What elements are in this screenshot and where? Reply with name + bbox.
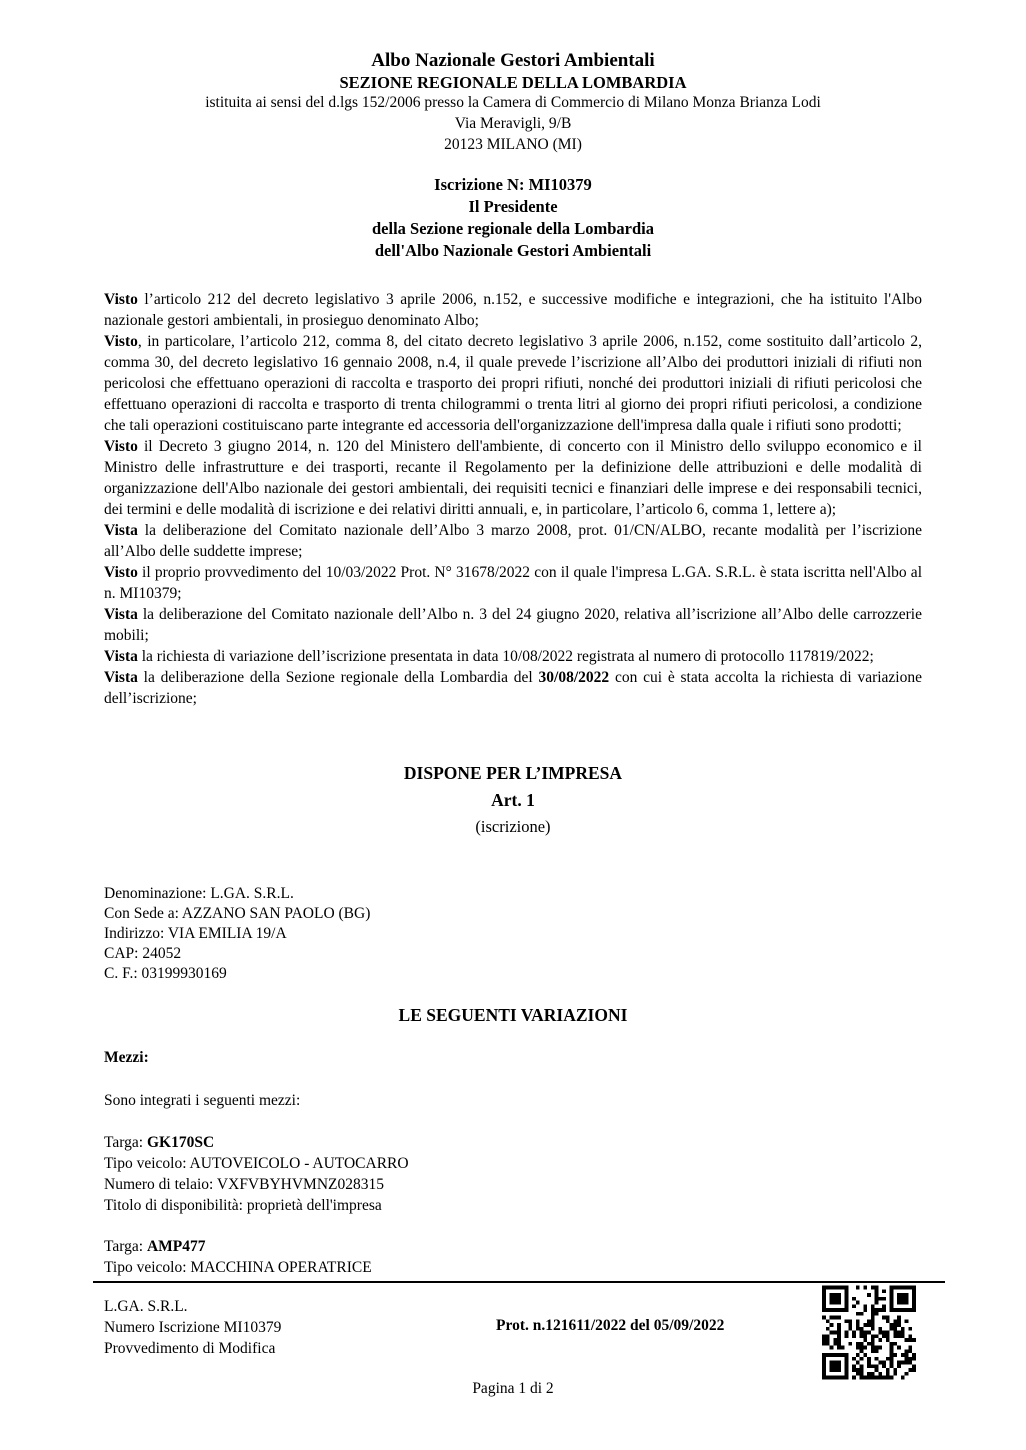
- vehicle-block-1: [104, 1132, 922, 1216]
- vehicle-tipo-line: Tipo veicolo: AUTOVEICOLO - AUTOCARRO: [104, 1155, 409, 1172]
- targa-value: AMP477: [146, 1238, 206, 1255]
- header-address: Via Meravigli, 9/B: [454, 115, 572, 132]
- vehicle-targa-line: [104, 1236, 922, 1257]
- footer-iscrizione: Numero Iscrizione MI10379: [104, 1319, 282, 1336]
- header-city: 20123 MILANO (MI): [444, 136, 582, 153]
- recital-lead: Visto: [104, 291, 138, 308]
- recital-text: l’articolo 212 del decreto legislativo 3 aprile 2006, n.152, e successive modifiche e integrazioni, che ha istituito l'Albo nazionale gestori ambientali, in prosieguo denominato Albo;: [104, 291, 922, 329]
- title-block: [104, 174, 922, 262]
- recital-paragraph: [104, 289, 922, 331]
- recital-lead: Vista: [104, 648, 138, 665]
- mezzi-intro: Sono integrati i seguenti mezzi:: [104, 1092, 301, 1109]
- vehicle-block-2: [104, 1236, 922, 1278]
- vehicle-tipo-line: Tipo veicolo: MACCHINA OPERATRICE: [104, 1259, 372, 1276]
- company-denominazione: Denominazione: L.GA. S.R.L.: [104, 885, 294, 902]
- vehicle-telaio-line: Numero di telaio: VXFVBYHVMNZ028315: [104, 1176, 384, 1193]
- recital-paragraph: [104, 436, 922, 520]
- company-block: [104, 884, 922, 984]
- albo-line: dell'Albo Nazionale Gestori Ambientali: [374, 241, 652, 260]
- recital-paragraph: [104, 646, 922, 667]
- recitals: [104, 289, 922, 709]
- recital-paragraph: [104, 667, 922, 709]
- vehicle-targa-line: [104, 1132, 922, 1153]
- recital-bold-date: 30/08/2022: [538, 669, 610, 686]
- recital-lead: Vista: [104, 522, 138, 539]
- article-subtitle: (iscrizione): [475, 817, 551, 836]
- recital-lead: Visto: [104, 564, 138, 581]
- recital-text: la richiesta di variazione dell’iscrizione presentata in data 10/08/2022 registrata al numero di protocollo 117819/2022;: [137, 648, 874, 665]
- footer-divider: [93, 1281, 945, 1283]
- variazioni-title: LE SEGUENTI VARIAZIONI: [398, 1005, 628, 1025]
- recital-text: il proprio provvedimento del 10/03/2022 Prot. N° 31678/2022 con il quale l'impresa L.GA. S.R.L. è stata iscritta nell'Albo al n. MI10379;: [104, 564, 922, 602]
- iscrizione-number: Iscrizione N: MI10379: [434, 175, 592, 194]
- targa-label: Targa:: [104, 1238, 147, 1255]
- page-number: Pagina 1 di 2: [472, 1380, 554, 1397]
- recital-text: il Decreto 3 giugno 2014, n. 120 del Ministero dell'ambiente, di concerto con il Ministro dello sviluppo economico e il Ministro delle infrastrutture e dei trasporti, recante il Regolamento per la definizione delle attribuzioni e delle modalità di organizzazione dell'Albo nazionale dei gestori ambientali, dei requisiti tecnici e finanziari delle imprese e dei responsabili tecnici, dei termini e delle modalità di iscrizione e dei relativi diritti annuali, e, in particolare, l’articolo 6, comma 1, lettere a);: [104, 438, 922, 518]
- dispone-title: DISPONE PER L’IMPRESA: [403, 763, 623, 783]
- article-number: Art. 1: [491, 790, 535, 810]
- mezzi-heading: Mezzi:: [104, 1049, 149, 1066]
- company-sede: Con Sede a: AZZANO SAN PAOLO (BG): [104, 905, 371, 922]
- recital-paragraph: [104, 604, 922, 646]
- header-title: Albo Nazionale Gestori Ambientali: [371, 50, 655, 71]
- company-cf: C. F.: 03199930169: [104, 965, 227, 982]
- recital-lead: Vista: [104, 606, 138, 623]
- recital-text: , in particolare, l’articolo 212, comma 8, del citato decreto legislativo 3 aprile 2006, n.152, come sostituito dall’articolo 2, comma 30, del decreto legislativo 16 gennaio 2008, n.4, il quale prevede l’iscrizione all’Albo dei produttori iniziali di rifiuti non pericolosi che effettuano operazioni di raccolta e trasporto dei propri rifiuti, nonché dei produttori iniziali di rifiuti pericolosi che effettuano operazioni di raccolta e trasporto di trenta chilogrammi o trenta litri al giorno dei propri rifiuti pericolosi, a condizione che tali operazioni costituiscano parte integrante ed accessoria dell'organizzazione dell'impresa dalla quale i rifiuti sono prodotti;: [104, 333, 922, 434]
- recital-paragraph: [104, 562, 922, 604]
- vehicle-titolo-line: Titolo di disponibilità: proprietà dell'impresa: [104, 1197, 382, 1214]
- recital-paragraph: [104, 331, 922, 436]
- section-line: della Sezione regionale della Lombardia: [371, 219, 655, 238]
- header-institution-line: istituita ai sensi del d.lgs 152/2006 presso la Camera di Commercio di Milano Monza Brianza Lodi: [205, 94, 821, 111]
- qr-code: [822, 1284, 916, 1381]
- recital-text: la deliberazione del Comitato nazionale dell’Albo n. 3 del 24 giugno 2020, relativa all’iscrizione all’Albo delle carrozzerie mobili;: [104, 606, 922, 644]
- footer-company-block: [104, 1296, 281, 1359]
- recital-paragraph: [104, 520, 922, 562]
- footer-protocol: Prot. n.121611/2022 del 05/09/2022: [496, 1317, 725, 1334]
- recital-lead: Vista: [104, 669, 138, 686]
- company-cap: CAP: 24052: [104, 945, 182, 962]
- recital-text: la deliberazione della Sezione regionale della Lombardia del: [137, 669, 539, 686]
- header-section: SEZIONE REGIONALE DELLA LOMBARDIA: [339, 73, 687, 92]
- recital-text: la deliberazione del Comitato nazionale dell’Albo 3 marzo 2008, prot. 01/CN/ALBO, recante modalità per l’iscrizione all’Albo delle suddette imprese;: [104, 522, 922, 560]
- targa-label: Targa:: [104, 1134, 147, 1151]
- recital-lead: Visto: [104, 438, 138, 455]
- footer-company: L.GA. S.R.L.: [104, 1298, 188, 1315]
- targa-value: GK170SC: [146, 1134, 215, 1151]
- president-line: Il Presidente: [468, 197, 558, 216]
- recital-tail: con cui è stata accolta la richiesta di variazione dell’iscrizione;: [104, 669, 922, 707]
- recital-lead: Visto: [104, 333, 138, 350]
- footer-provvedimento: Provvedimento di Modifica: [104, 1340, 276, 1357]
- company-indirizzo: Indirizzo: VIA EMILIA 19/A: [104, 925, 287, 942]
- dispone-block: [104, 760, 922, 840]
